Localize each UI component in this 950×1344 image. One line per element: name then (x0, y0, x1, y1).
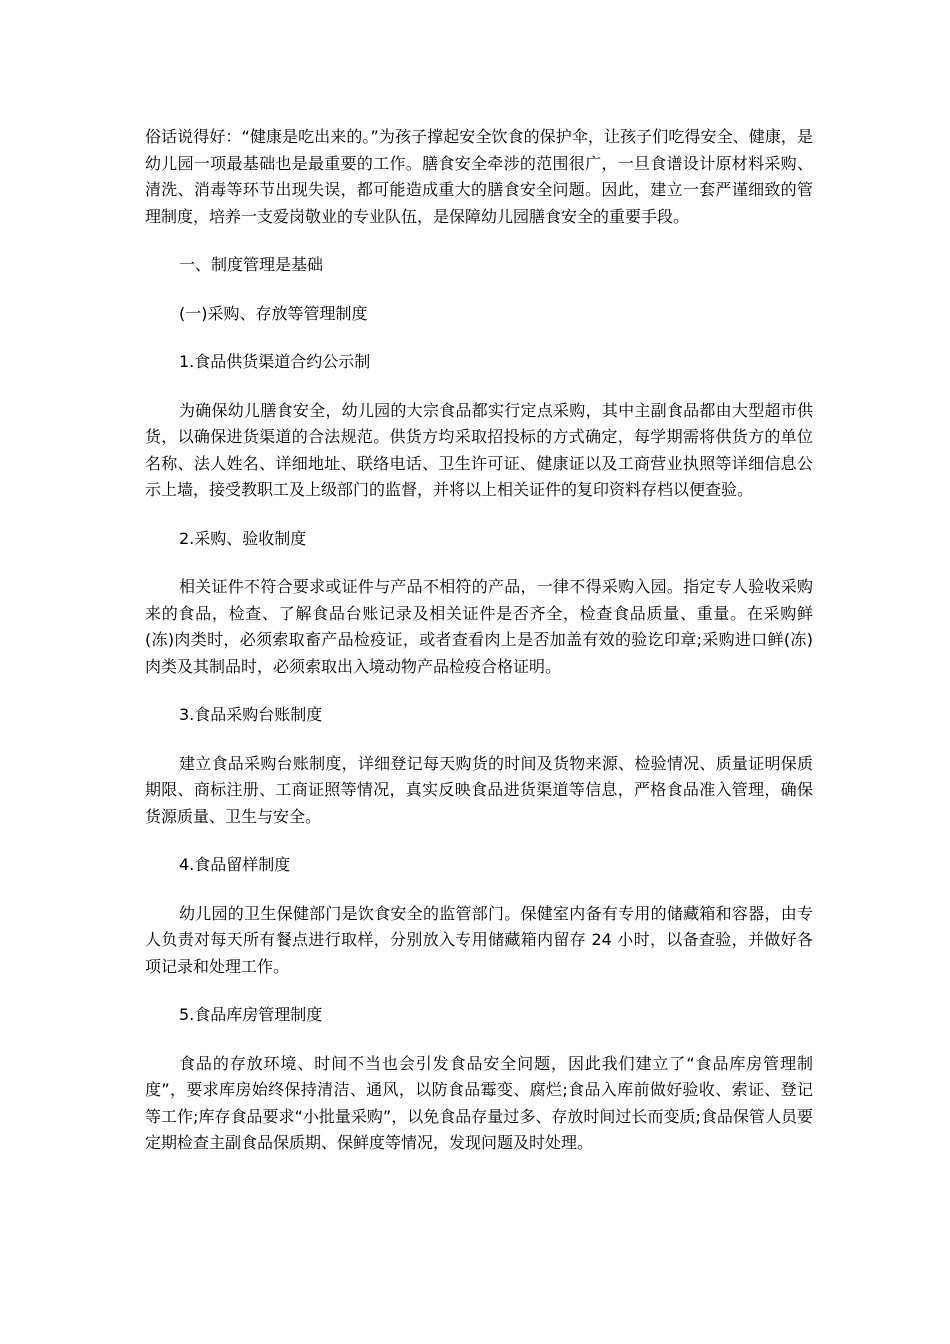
document-page (145, 124, 813, 1157)
section-title: 一、制度管理是基础 (179, 255, 324, 274)
item-body-2: 相关证件不符合要求或证件与产品不相符的产品，一律不得采购入园。指定专人验收采购来的食品，检查、了解食品台账记录及相关证件是否齐全，检查食品质量、重量。在采购鲜(冻)肉类时，必须索取畜产品检疫证，或者查看肉上是否加盖有效的验讫印章;采购进口鲜(冻)肉类及其制品时，必须索取出入境动物产品检疫合格证明。 (145, 577, 813, 676)
item-heading-1: 1.食品供货渠道合约公示制 (179, 352, 371, 371)
subsection-title: (一)采购、存放等管理制度 (179, 303, 368, 323)
item-body-4: 幼儿园的卫生保健部门是饮食安全的监管部门。保健室内备有专用的储藏箱和容器，由专人负责对每天所有餐点进行取样，分别放入专用储藏箱内留存 24 小时，以备查验，并做好各项记录和处理工作。 (145, 903, 813, 976)
item-body-5: 食品的存放环境、时间不当也会引发食品安全问题，因此我们建立了“食品库房管理制度”，要求库房始终保持清洁、通风，以防食品霉变、腐烂;食品入库前做好验收、索证、登记等工作;库存食品要求“小批量采购”，以免食品存量过多、存放时间过长而变质;食品保管人员要定期检查主副食品保质期、保鲜度等情况，发现问题及时处理。 (145, 1053, 813, 1152)
item-heading-4: 4.食品留样制度 (179, 855, 291, 874)
item-heading-3: 3.食品采购台账制度 (179, 705, 323, 724)
item-body-3: 建立食品采购台账制度，详细登记每天购货的时间及货物来源、检验情况、质量证明保质期限、商标注册、工商证照等情况，真实反映食品进货渠道等信息，严格食品准入管理，确保货源质量、卫生与安全。 (145, 753, 813, 826)
intro-paragraph: 俗话说得好：“健康是吃出来的。”为孩子撑起安全饮食的保护伞，让孩子们吃得安全、健康，是幼儿园一项最基础也是最重要的工作。膳食安全牵涉的范围很广，一旦食谱设计原材料采购、清洗、消毒等环节出现失误，都可能造成重大的膳食安全问题。因此，建立一套严谨细致的管理制度，培养一支爱岗敬业的专业队伍，是保障幼儿园膳食安全的重要手段。 (145, 127, 813, 226)
item-heading-2: 2.采购、验收制度 (179, 528, 307, 548)
item-heading-5: 5.食品库房管理制度 (179, 1005, 323, 1024)
item-body-1: 为确保幼儿膳食安全，幼儿园的大宗食品都实行定点采购，其中主副食品都由大型超市供货，以确保进货渠道的合法规范。供货方均采取招投标的方式确定，每学期需将供货方的单位名称、法人姓名、详细地址、联络电话、卫生许可证、健康证以及工商营业执照等详细信息公示上墙，接受教职工及上级部门的监督，并将以上相关证件的复印资料存档以便查验。 (145, 400, 813, 499)
